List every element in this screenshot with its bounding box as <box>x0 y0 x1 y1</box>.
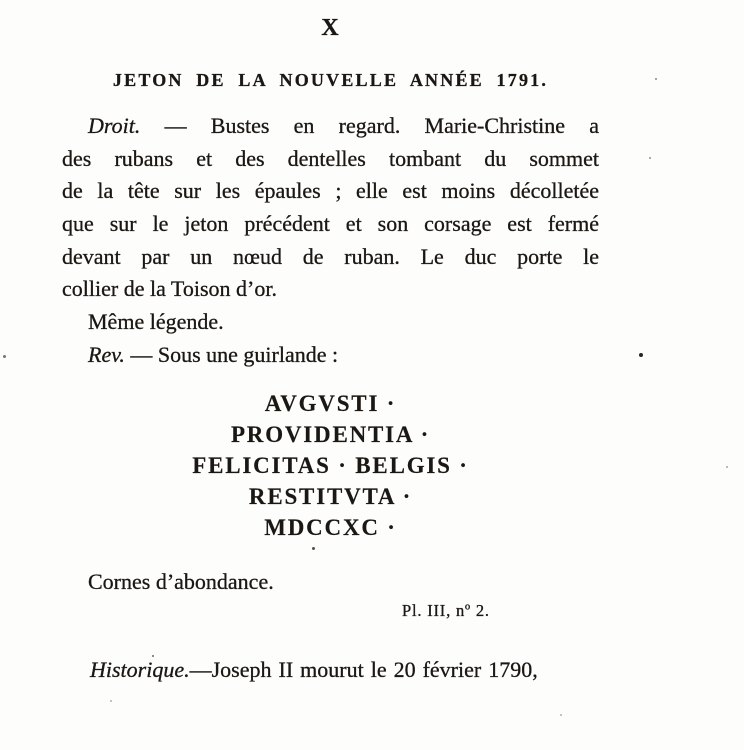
rev-line <box>62 339 599 372</box>
droit-line-1-rest: — Bustes en regard. Marie-Christine a <box>164 113 600 138</box>
inscription-line-1: AVGVSTI · <box>264 391 397 416</box>
inscription-line-3: FELICITAS · BELGIS · <box>192 453 469 478</box>
droit-line-2: des rubans et des dentelles tombant du sommet <box>62 145 599 171</box>
inscription-line-2: PROVIDENTIA · <box>230 422 431 447</box>
plate-reference: Pl. III, nº 2. <box>402 601 490 620</box>
inscription-line-4: RESTITVTA · <box>248 484 413 509</box>
scan-speck <box>110 700 112 702</box>
scan-speck <box>560 714 562 716</box>
droit-line-1 <box>62 110 599 143</box>
historique-lead-word: Historique. <box>90 657 190 682</box>
inscription-line-5: MDCCXC · <box>264 515 397 540</box>
meme-legende-line: Même légende. <box>88 309 224 335</box>
section-heading: JETON DE LA NOUVELLE ANNÉE 1791. <box>112 70 549 90</box>
droit-line-3: de la tête sur les épaules ; elle est moins décolletée <box>62 178 599 204</box>
droit-line-4: que sur le jeton précédent et son corsage est fermé <box>62 211 599 237</box>
droit-paragraph <box>62 110 599 372</box>
scan-speck <box>152 655 154 657</box>
droit-line-6: collier de la Toison d’or. <box>62 276 277 302</box>
droit-line-5: devant par un nœud de ruban. Le duc porte le <box>62 243 599 269</box>
historique-rest: —Joseph II mourut le 20 février 1790, <box>189 657 538 682</box>
scan-speck <box>3 355 6 358</box>
scan-speck <box>639 353 643 357</box>
medal-inscription <box>62 388 599 543</box>
rev-lead-word: Rev. <box>88 341 125 367</box>
chapter-number: X <box>321 15 340 41</box>
scan-speck <box>649 157 651 159</box>
cornes-line: Cornes d’abondance. <box>88 569 274 594</box>
scan-speck <box>726 466 728 468</box>
rev-line-rest: — Sous une guirlande : <box>130 341 339 367</box>
scan-speck <box>655 78 657 80</box>
historique-paragraph <box>62 657 622 683</box>
droit-lead-word: Droit. <box>88 113 141 138</box>
scan-speck <box>312 547 315 550</box>
